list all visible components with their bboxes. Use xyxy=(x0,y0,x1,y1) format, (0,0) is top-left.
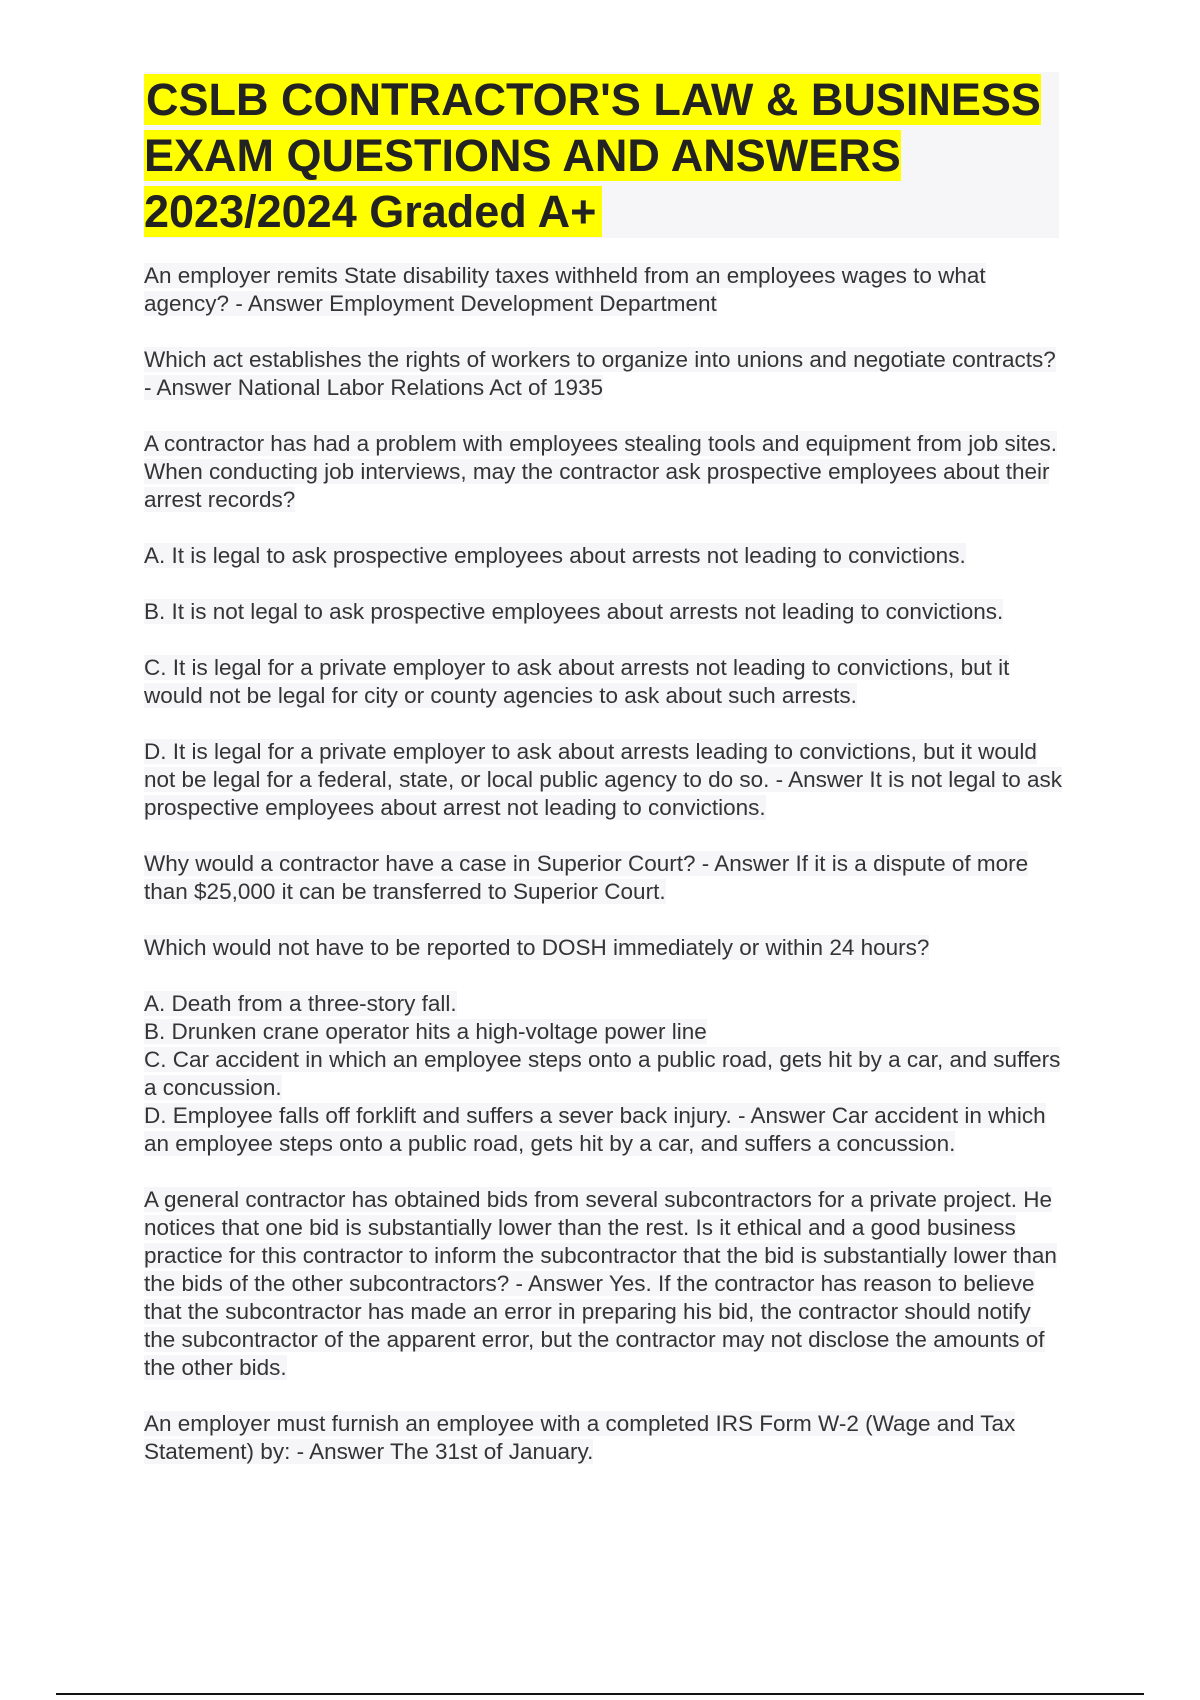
paragraph: An employer must furnish an employee with a completed IRS Form W-2 (Wage and Tax Statement) by: - Answer The 31st of January. xyxy=(144,1411,1016,1464)
paragraph: D. It is legal for a private employer to ask about arrests leading to convictions, but it would not be legal for a federal, state, or local public agency to do so. - Answer It is not legal to ask prospective employees about arrest not leading to convictions. xyxy=(144,739,1063,820)
paragraph: Why would a contractor have a case in Superior Court? - Answer If it is a dispute of more than $25,000 it can be transferred to Superior Court. xyxy=(144,851,1029,904)
paragraph: C. It is legal for a private employer to ask about arrests not leading to convictions, but it would not be legal for city or county agencies to ask about such arrests. xyxy=(144,655,1010,708)
answer-option: A. Death from a three-story fall. xyxy=(144,991,457,1016)
paragraph: A. It is legal to ask prospective employees about arrests not leading to convictions. xyxy=(144,543,966,568)
paragraph: An employer remits State disability taxes withheld from an employees wages to what agency? - Answer Employment Development Department xyxy=(144,263,986,316)
answer-option: C. Car accident in which an employee steps onto a public road, gets hit by a car, and suffers a concussion. xyxy=(144,1047,1061,1100)
document-body xyxy=(144,262,1064,1494)
paragraph: Which would not have to be reported to DOSH immediately or within 24 hours? xyxy=(144,935,930,960)
paragraph: B. It is not legal to ask prospective employees about arrests not leading to convictions. xyxy=(144,599,1004,624)
paragraph: Which act establishes the rights of workers to organize into unions and negotiate contracts? - Answer National Labor Relations Act of 1935 xyxy=(144,347,1056,400)
answer-option: B. Drunken crane operator hits a high-voltage power line xyxy=(144,1019,707,1044)
paragraph: A general contractor has obtained bids from several subcontractors for a private project. He notices that one bid is substantially lower than the rest. Is it ethical and a good business practice for this contractor to inform the subcontractor that the bid is substantially lower than the bids of the other subcontractors? - Answer Yes. If the contractor has reason to believe that the subcontractor has made an error in preparing his bid, the contractor should notify the subcontractor of the apparent error, but the contractor may not disclose the amounts of the other bids. xyxy=(144,1187,1057,1380)
footer-divider xyxy=(56,1693,1144,1695)
document-title xyxy=(144,72,1044,240)
answer-option: D. Employee falls off forklift and suffers a sever back injury. - Answer Car accident in which an employee steps onto a public road, gets hit by a car, and suffers a concussion. xyxy=(144,1103,1046,1156)
title-highlight: CSLB CONTRACTOR'S LAW & BUSINESS EXAM QUESTIONS AND ANSWERS 2023/2024 Graded A+ xyxy=(144,74,1041,237)
paragraph: A contractor has had a problem with employees stealing tools and equipment from job sites. When conducting job interviews, may the contractor ask prospective employees about their arrest records? xyxy=(144,431,1057,512)
